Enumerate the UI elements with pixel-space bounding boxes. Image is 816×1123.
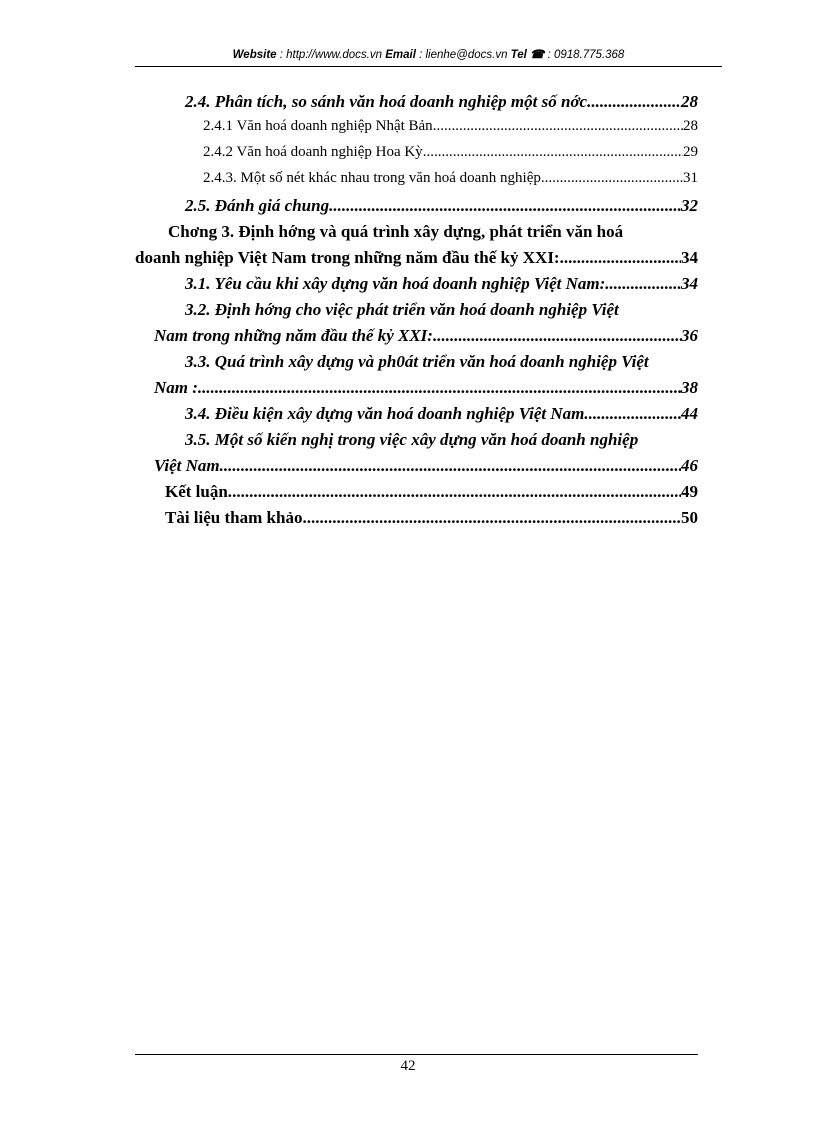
toc-entry-3-2[interactable]	[135, 300, 698, 352]
toc-entry[interactable]	[135, 274, 698, 300]
toc-entry-title-cont: Nam trong những năm đầu thế kỷ XXI:	[154, 326, 433, 345]
toc-entry-line-1	[135, 430, 698, 456]
toc-entry-conclusion[interactable]	[135, 482, 698, 508]
toc-leader	[232, 482, 681, 502]
toc-leader	[333, 196, 681, 216]
toc-entry[interactable]	[135, 92, 698, 118]
toc-leader	[591, 92, 681, 112]
header-divider	[135, 66, 722, 67]
toc-entry-references[interactable]	[135, 508, 698, 534]
toc-entry-title: 3.1. Yêu cầu khi xây dựng văn hoá doanh nghiệp Việt Nam:	[185, 274, 606, 293]
toc-entry-title: 3.3. Quá trình xây dựng và ph0át triển văn hoá doanh nghiệp Việt	[185, 352, 649, 371]
toc-entry-3-3[interactable]	[135, 352, 698, 404]
page-header	[135, 47, 722, 61]
toc-entry-title-cont: Việt Nam.	[154, 456, 224, 475]
toc-entry-line-2	[135, 248, 698, 274]
toc-entry-page: 32	[681, 196, 698, 215]
toc-entry-page: 34	[681, 274, 698, 293]
toc-entry-page: 49	[681, 482, 698, 501]
toc-leader	[433, 118, 683, 135]
toc-entry-page: 46	[681, 456, 698, 475]
toc-leader	[560, 248, 681, 268]
table-of-contents	[135, 92, 698, 534]
toc-entry-title: Kết luận.	[165, 482, 233, 501]
toc-entry-title: 2.4.1 Văn hoá doanh nghiệp Nhật Bản	[203, 118, 433, 134]
toc-entry-line-1	[135, 352, 698, 378]
toc-entry-page: 31	[683, 170, 698, 186]
tel-label: Tel ☎	[510, 49, 545, 61]
toc-entry-title: 3.5. Một số kiến nghị trong việc xây dựng văn hoá doanh nghiệp	[185, 430, 639, 449]
toc-entry-line-1	[135, 300, 698, 326]
toc-entry-page: 44	[681, 404, 698, 423]
toc-leader	[589, 404, 681, 424]
toc-entry-title-cont: Nam :	[154, 378, 198, 397]
toc-entry-title: 2.4.3. Một số nét khác nhau trong văn hoá doanh nghiệp	[203, 170, 541, 186]
toc-leader	[224, 456, 681, 476]
website-value: : http://www.docs.vn	[276, 49, 386, 61]
toc-entry-page: 34	[681, 248, 698, 267]
toc-entry-page: 50	[681, 508, 698, 527]
toc-entry-title: 2.5. Đánh giá chung.	[185, 196, 334, 215]
toc-entry-chapter-3[interactable]	[135, 222, 698, 274]
toc-leader	[541, 170, 683, 187]
email-value: : lienhe@docs.vn	[415, 49, 511, 61]
toc-leader	[433, 326, 681, 346]
toc-entry-line-2	[135, 456, 698, 482]
toc-entry-page: 36	[681, 326, 698, 345]
toc-leader	[198, 378, 681, 398]
toc-entry-title: Chơng 3. Định hớng và quá trình xây dựng, phát triển văn hoá	[168, 222, 624, 241]
toc-entry-title: 3.4. Điều kiện xây dựng văn hoá doanh nghiệp Việt Nam.	[185, 404, 589, 423]
toc-entry[interactable]	[135, 118, 698, 144]
toc-leader	[605, 274, 681, 294]
toc-entry-page: 38	[681, 378, 698, 397]
toc-entry-page: 28	[681, 92, 698, 111]
toc-entry[interactable]	[135, 404, 698, 430]
toc-entry-page: 28	[683, 118, 698, 134]
toc-entry-line-2	[135, 378, 698, 404]
email-label: Email	[385, 49, 416, 61]
toc-entry-title: 2.4. Phân tích, so sánh văn hoá doanh nghiệp một số nớc.	[185, 92, 592, 111]
toc-leader	[423, 144, 683, 161]
toc-entry-title-cont: doanh nghiệp Việt Nam trong những năm đầu thế kỷ XXI:	[135, 248, 560, 267]
toc-entry[interactable]	[135, 196, 698, 222]
toc-entry-line-2	[135, 326, 698, 352]
toc-entry-title: 2.4.2 Văn hoá doanh nghiệp Hoa Kỳ	[203, 144, 423, 160]
toc-entry[interactable]	[135, 144, 698, 170]
toc-entry-title: 3.2. Định hớng cho việc phát triển văn hoá doanh nghiệp Việt	[185, 300, 619, 319]
toc-entry-line-1	[135, 222, 698, 248]
toc-entry[interactable]	[135, 170, 698, 196]
toc-entry-page: 29	[683, 144, 698, 160]
toc-entry-title: Tài liệu tham khảo.	[165, 508, 307, 527]
footer-divider	[135, 1054, 698, 1055]
tel-value: : 0918.775.368	[544, 49, 625, 61]
page-number: 42	[400, 1058, 416, 1074]
toc-leader	[307, 508, 681, 528]
toc-entry-3-5[interactable]	[135, 430, 698, 482]
website-label: Website	[232, 49, 277, 61]
